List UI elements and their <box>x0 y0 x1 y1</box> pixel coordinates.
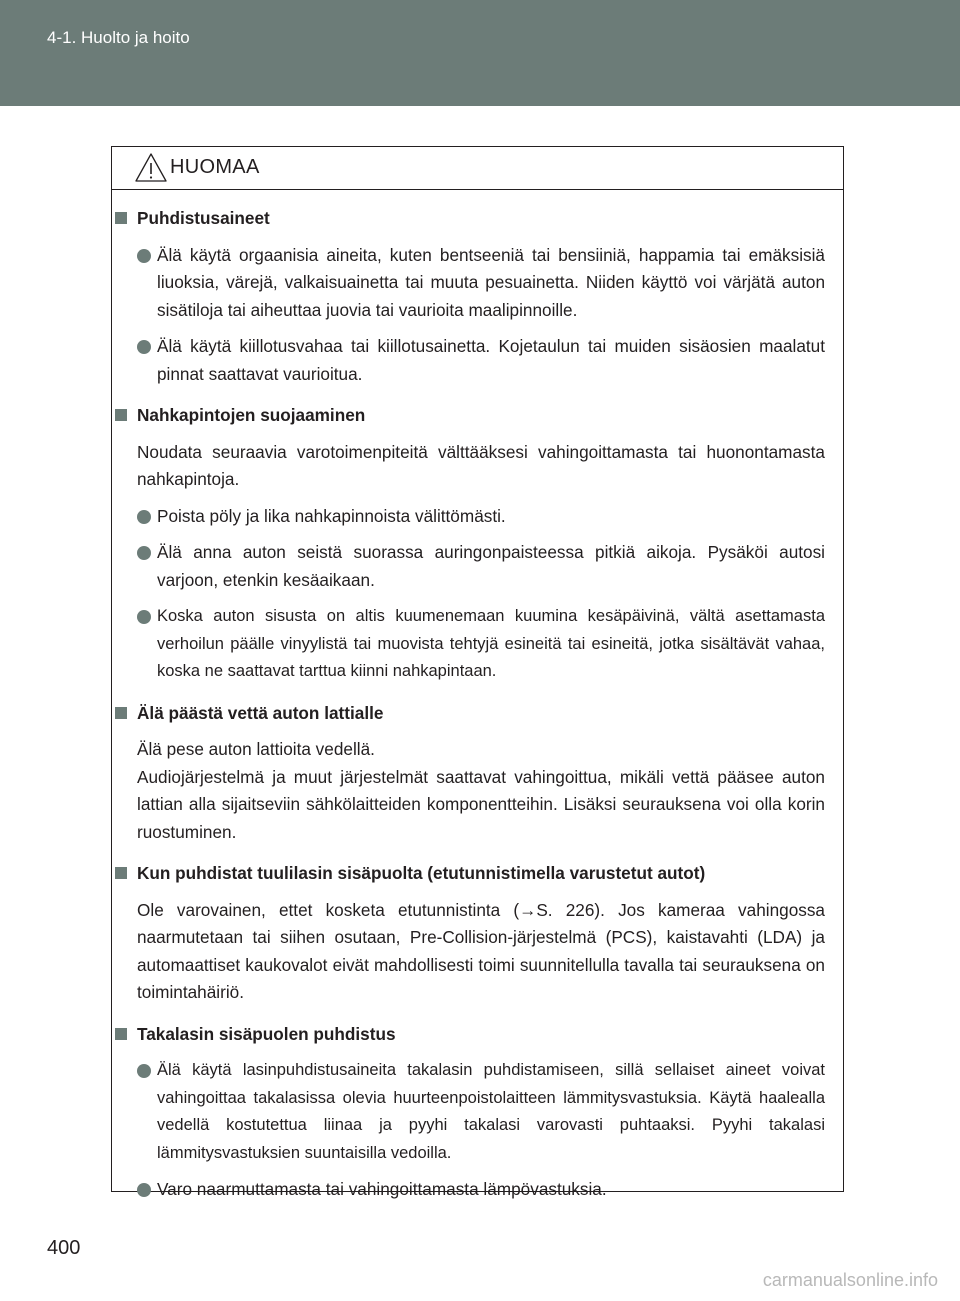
circle-bullet-icon <box>137 510 151 524</box>
page-header <box>0 0 960 106</box>
arrow-right-icon: → <box>519 899 537 920</box>
warning-icon <box>134 152 168 184</box>
circle-bullet-icon <box>137 546 151 560</box>
section-heading: Takalasin sisäpuolen puhdistus <box>112 1021 843 1049</box>
notice-content <box>112 205 843 1204</box>
chapter-title: 4-1. Huolto ja hoito <box>47 28 190 47</box>
list-item: Älä käytä kiillotusvahaa tai kiillotusainetta. Kojetaulun tai muiden sisäosien maalatut pinnat saattavat vaurioitua. <box>137 333 825 388</box>
section-heading: Nahkapintojen suojaaminen <box>112 402 843 430</box>
section-heading: Älä päästä vettä auton lattialle <box>112 700 843 728</box>
square-bullet-icon <box>115 1028 127 1040</box>
circle-bullet-icon <box>137 249 151 263</box>
list-item: Poista pöly ja lika nahkapinnoista välittömästi. <box>137 503 825 531</box>
list-item: Varo naarmuttamasta tai vahingoittamasta lämpövastuksia. <box>137 1176 825 1204</box>
watermark: carmanualsonline.info <box>762 1270 938 1290</box>
square-bullet-icon <box>115 409 127 421</box>
notice-title: HUOMAA <box>170 156 260 178</box>
notice-header <box>112 147 843 190</box>
section-heading: Kun puhdistat tuulilasin sisäpuolta (etutunnistimella varustetut autot) <box>112 860 843 888</box>
list-item: Koska auton sisusta on altis kuumenemaan kuumina kesäpäivinä, vältä asettamasta verhoilun päälle vinyylistä tai muovista tehtyjä esineitä tai esineitä, jotka sisältävät vahaa, koska ne saattavat tarttua kiinni nahkapintaan. <box>137 603 825 686</box>
list-item: Älä anna auton seistä suorassa auringonpaisteessa pitkiä aikoja. Pysäköi autosi varjoon, etenkin kesäaikaan. <box>137 539 825 594</box>
square-bullet-icon <box>115 707 127 719</box>
circle-bullet-icon <box>137 1064 151 1078</box>
square-bullet-icon <box>115 212 127 224</box>
page-number: 400 <box>47 1237 81 1259</box>
notice-box <box>111 146 844 1199</box>
section-text: Ole varovainen, ettet kosketa etutunnistinta (→S. 226). Jos kameraa vahingossa naarmutetaan tai siihen osutaan, Pre-Collision-järjestelmä (PCS), kaistavahti (LDA) ja automaattiset kaukovalot eivät mahdollisesti toimi suunnitellulla tavalla tai seurauksena on toimintahäiriö. <box>137 899 825 1002</box>
circle-bullet-icon <box>137 1183 151 1197</box>
list-item: Älä käytä lasinpuhdistusaineita takalasin puhdistamiseen, sillä sellaiset aineet voivat vahingoittaa takalasissa olevia huurteenpoistolaitteen lämmitysvastuksia. Käytä haalealla vedellä kostutettua liinaa ja pyyhi takalasi varovasti puhtaaksi. Pyyhi takalasi lämmitysvastuksien suuntaisilla vedoilla. <box>137 1057 825 1167</box>
section-text: Älä pese auton lattioita vedellä. Audiojärjestelmä ja muut järjestelmät saattavat vahingoittua, mikäli vettä pääsee auton lattian alla sijaitseviin sähkölaitteiden komponentteihin. Lisäksi seurauksena voi olla korin ruostuminen. <box>137 739 825 842</box>
section-heading: Puhdistusaineet <box>112 205 843 233</box>
circle-bullet-icon <box>137 340 151 354</box>
square-bullet-icon <box>115 867 127 879</box>
circle-bullet-icon <box>137 610 151 624</box>
list-item: Älä käytä orgaanisia aineita, kuten bentseeniä tai bensiiniä, happamia tai emäksisiä liuoksia, värejä, valkaisuainetta tai muuta pesuainetta. Niiden käyttö voi värjätä auton sisätiloja tai aiheuttaa juovia tai vaurioita maalipinnoille. <box>137 242 825 325</box>
section-intro: Noudata seuraavia varotoimenpiteitä välttääksesi vahingoittamasta tai huonontamasta nahkapintoja. <box>137 441 825 489</box>
